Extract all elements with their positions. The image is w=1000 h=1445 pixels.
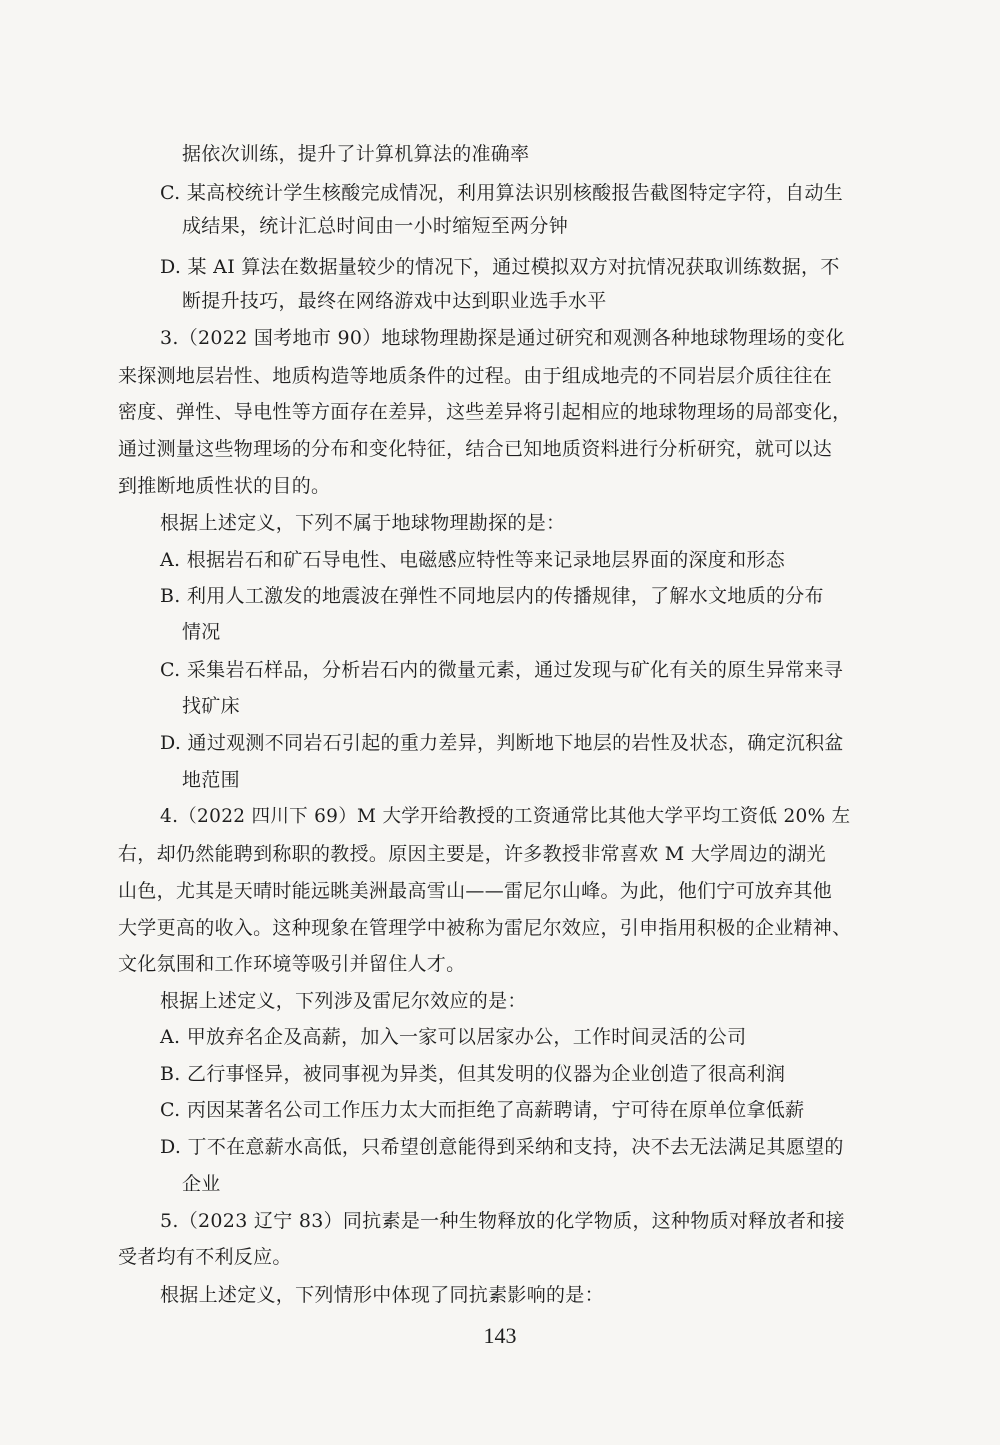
- text-line: 到推断地质性状的目的。: [118, 475, 331, 497]
- text-line: 山色，尤其是天晴时能远眺美洲最高雪山——雷尼尔山峰。为此，他们宁可放弃其他: [118, 880, 833, 902]
- option-d-line: D. 某 AI 算法在数据量较少的情况下，通过模拟双方对抗情况获取训练数据，不: [160, 256, 840, 278]
- option-a-line: A. 甲放弃名企及高薪，加入一家可以居家办公，工作时间灵活的公司: [160, 1026, 747, 1048]
- question-4-prompt: 根据上述定义，下列涉及雷尼尔效应的是：: [160, 990, 527, 1012]
- option-c-line: C. 采集岩石样品，分析岩石内的微量元素，通过发现与矿化有关的原生异常来寻: [160, 659, 844, 681]
- page-number: 143: [483, 1323, 517, 1348]
- text-line: 右，却仍然能聘到称职的教授。原因主要是，许多教授非常喜欢 M 大学周边的湖光: [118, 843, 826, 865]
- question-5-heading: 5.（2023 辽宁 83）同抗素是一种生物释放的化学物质，这种物质对释放者和接: [160, 1210, 845, 1232]
- text-line: 地范围: [182, 769, 240, 791]
- option-d-line: D. 通过观测不同岩石引起的重力差异，判断地下地层的岩性及状态，确定沉积盆: [160, 732, 844, 754]
- text-line: 断提升技巧，最终在网络游戏中达到职业选手水平: [182, 290, 607, 312]
- text-line: 文化氛围和工作环境等吸引并留住人才。: [118, 953, 466, 975]
- text-line: 情况: [182, 621, 221, 643]
- text-line: 成结果，统计汇总时间由一小时缩短至两分钟: [182, 215, 569, 237]
- text-line: 来探测地层岩性、地质构造等地质条件的过程。由于组成地壳的不同岩层介质往往在: [118, 365, 833, 387]
- text-line: 通过测量这些物理场的分布和变化特征，结合已知地质资料进行分析研究，就可以达: [118, 438, 833, 460]
- text-line: 找矿床: [182, 695, 240, 717]
- question-3-prompt: 根据上述定义，下列不属于地球物理勘探的是：: [160, 512, 566, 534]
- text-line: 受者均有不利反应。: [118, 1246, 292, 1268]
- option-b-line: B. 利用人工激发的地震波在弹性不同地层内的传播规律，了解水文地质的分布: [160, 585, 824, 607]
- option-b-line: B. 乙行事怪异，被同事视为异类，但其发明的仪器为企业创造了很高利润: [160, 1063, 786, 1085]
- option-c-line: C. 丙因某著名公司工作压力太大而拒绝了高薪聘请，宁可待在原单位拿低薪: [160, 1099, 805, 1121]
- question-3-heading: 3.（2022 国考地市 90）地球物理勘探是通过研究和观测各种地球物理场的变化: [160, 327, 845, 349]
- option-a-line: A. 根据岩石和矿石导电性、电磁感应特性等来记录地层界面的深度和形态: [160, 549, 786, 571]
- option-c-line: C. 某高校统计学生核酸完成情况，利用算法识别核酸报告截图特定字符，自动生: [160, 182, 844, 204]
- text-line: 企业: [182, 1173, 221, 1195]
- question-5-prompt: 根据上述定义，下列情形中体现了同抗素影响的是：: [160, 1284, 604, 1306]
- text-line: 大学更高的收入。这种现象在管理学中被称为雷尼尔效应，引申指用积极的企业精神、: [118, 917, 852, 939]
- option-d-line: D. 丁不在意薪水高低，只希望创意能得到采纳和支持，决不去无法满足其愿望的: [160, 1136, 844, 1158]
- text-line: 密度、弹性、导电性等方面存在差异，这些差异将引起相应的地球物理场的局部变化，: [118, 401, 852, 423]
- text-line: 据依次训练，提升了计算机算法的准确率: [182, 143, 530, 165]
- question-4-heading: 4.（2022 四川下 69）M 大学开给教授的工资通常比其他大学平均工资低 20% 左: [160, 806, 851, 827]
